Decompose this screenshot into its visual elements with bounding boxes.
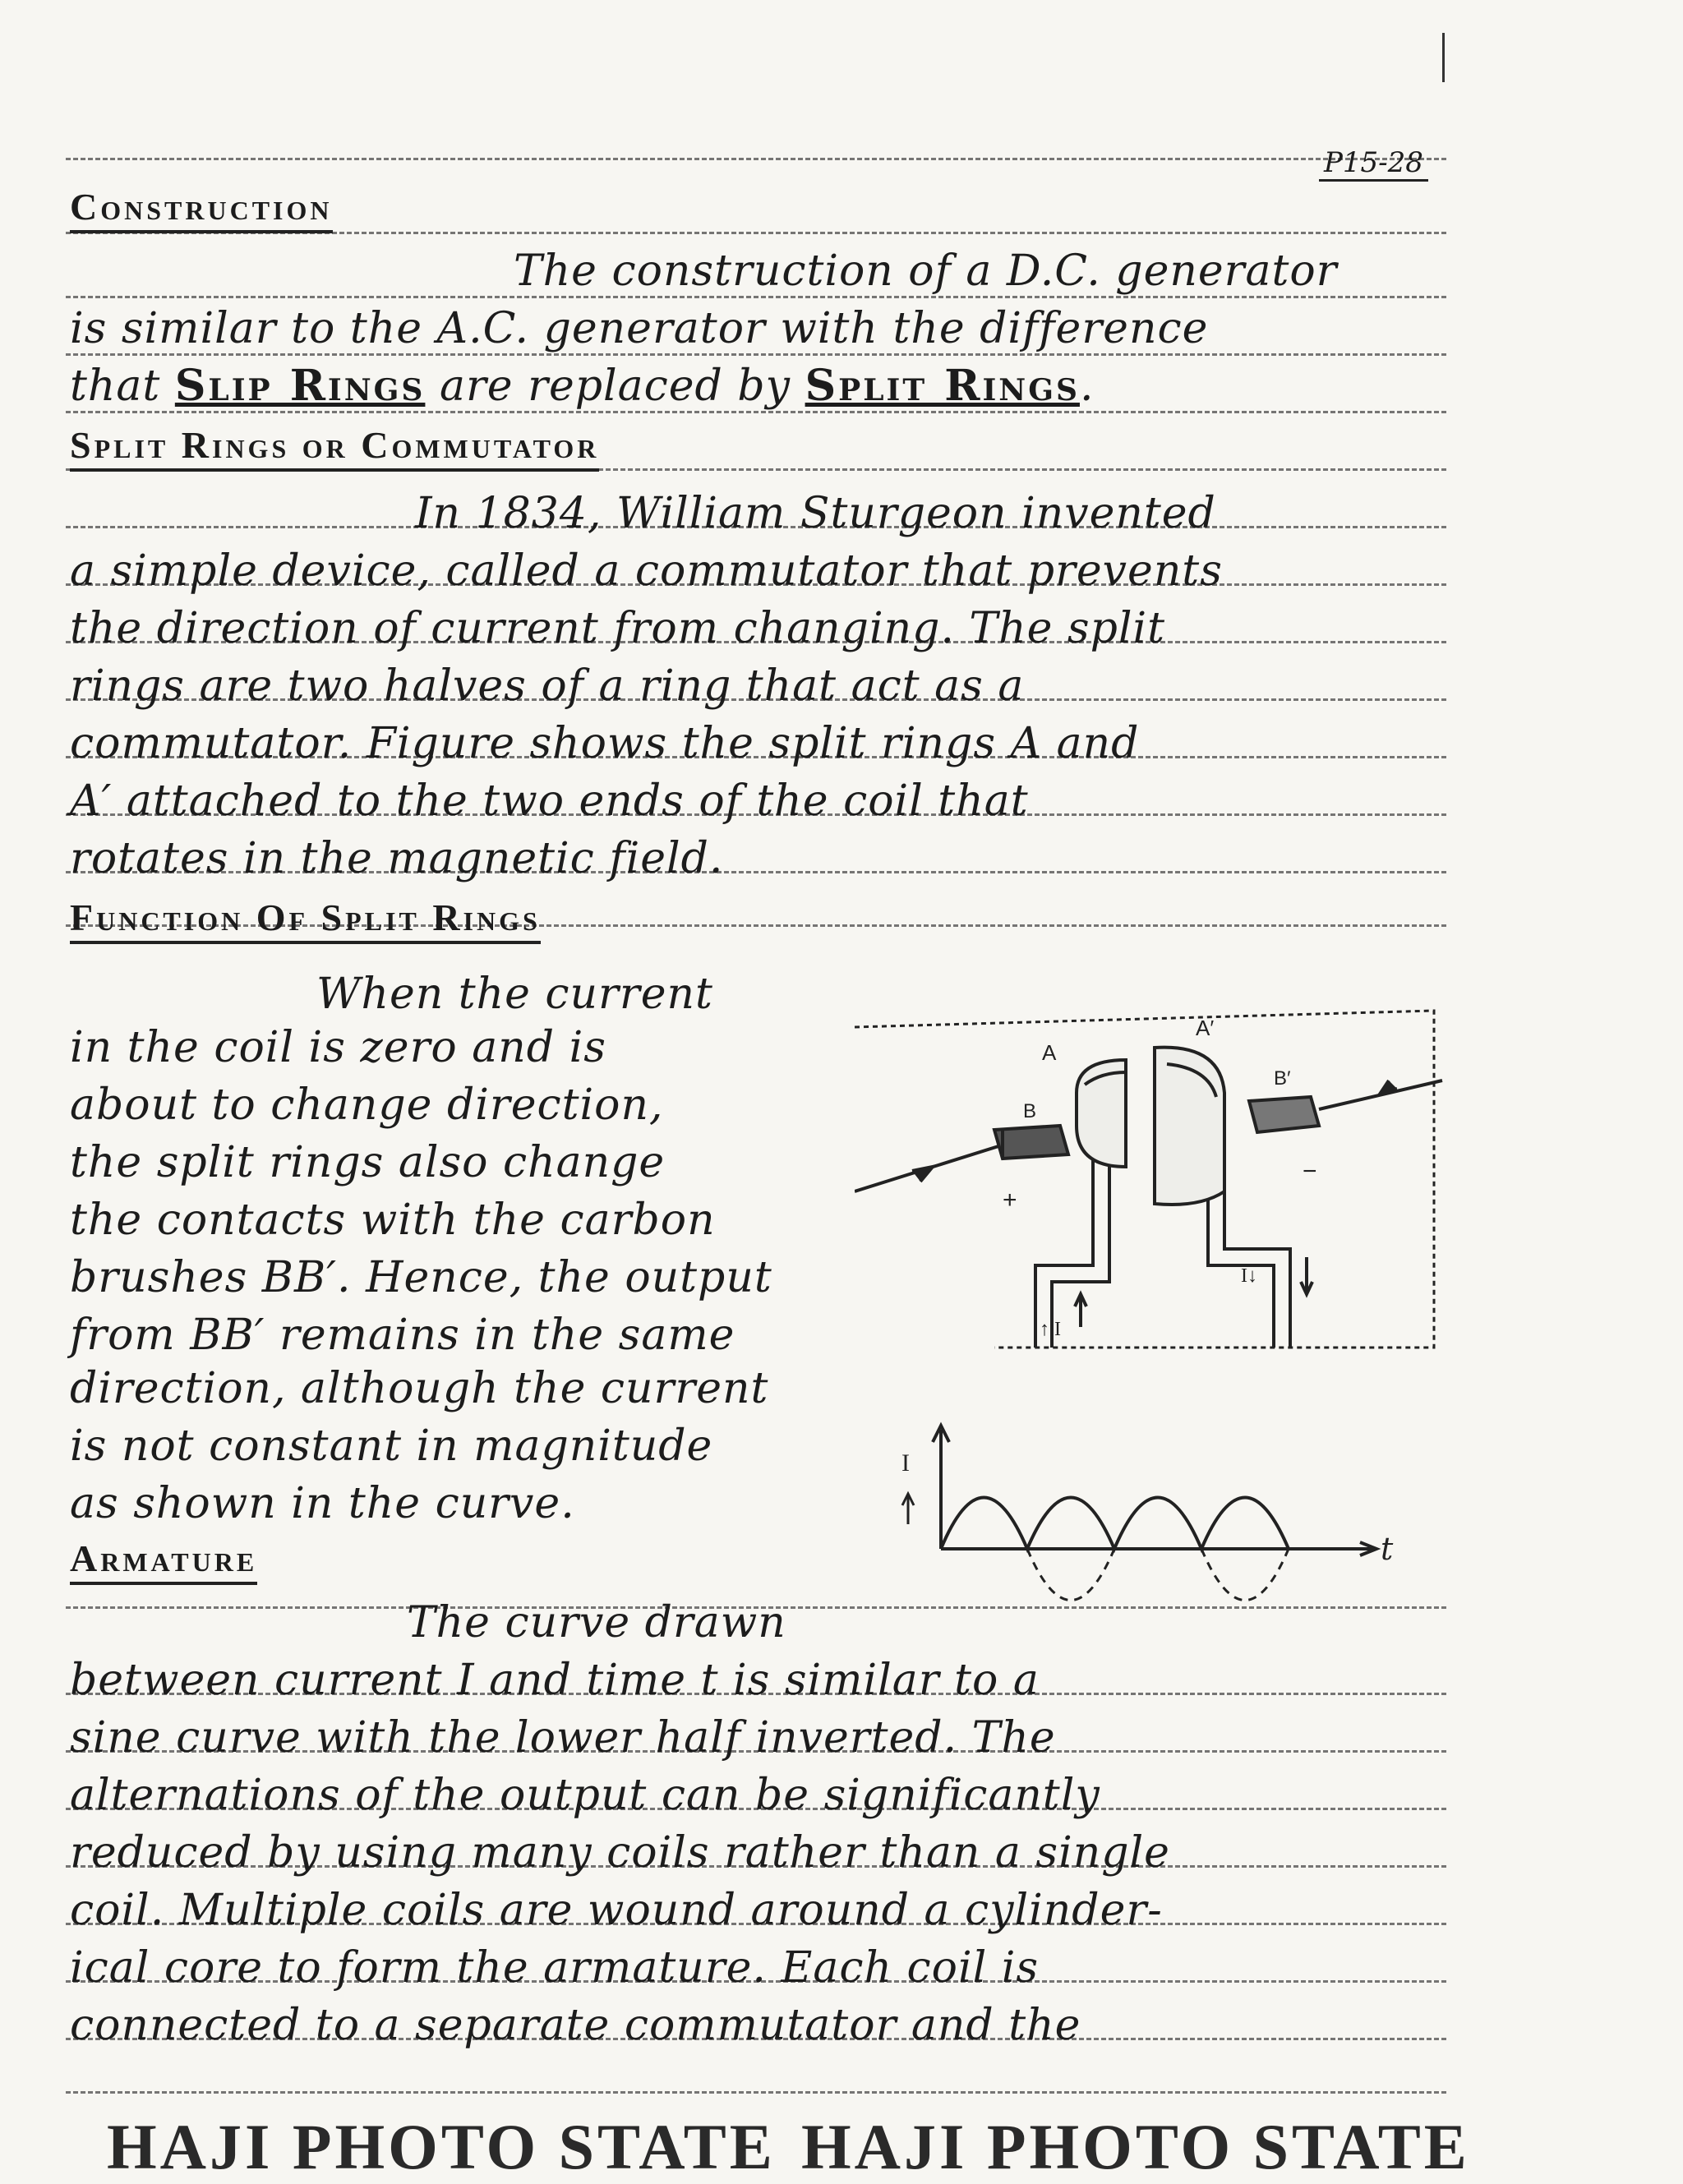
split-ring-figure xyxy=(855,1002,1446,1356)
text-line: between current I and time t is similar to a xyxy=(70,1656,1040,1705)
heading-split-rings: Split Rings or Commutator xyxy=(70,423,599,472)
text-line: A′ attached to the two ends of the coil that xyxy=(70,776,1029,826)
label-B-prime: B′ xyxy=(1274,1067,1291,1090)
graph-x-label: t xyxy=(1381,1531,1394,1567)
label-A-prime: A′ xyxy=(1196,1016,1215,1040)
label-minus: − xyxy=(1303,1158,1317,1185)
text-line: the direction of current from changing. The split xyxy=(70,604,1166,653)
label-A: A xyxy=(1042,1040,1057,1065)
text-line: as shown in the curve. xyxy=(70,1479,575,1528)
text-line: from BB′ remains in the same xyxy=(70,1311,735,1360)
text-line: coil. Multiple coils are wound around a cylinder- xyxy=(70,1886,1163,1935)
text-line: the split rings also change xyxy=(70,1138,666,1187)
text-line: is similar to the A.C. generator with the difference xyxy=(70,304,1209,353)
rectified-current-graph xyxy=(883,1413,1409,1619)
text-line: a simple device, called a commutator that prevents xyxy=(70,546,1223,596)
term-split-rings: Split Rings xyxy=(805,361,1080,411)
text-line: rotates in the magnetic field. xyxy=(70,834,724,883)
text-line: in the coil is zero and is xyxy=(70,1023,606,1072)
text-line: When the current xyxy=(316,970,713,1019)
heading-construction: Construction xyxy=(70,185,333,233)
text-line: about to change direction, xyxy=(70,1080,664,1130)
text-line: alternations of the output can be significantly xyxy=(70,1771,1100,1820)
graph-y-label: I xyxy=(901,1449,910,1477)
label-current-right: I↓ xyxy=(1241,1265,1257,1287)
text-line: the contacts with the carbon xyxy=(70,1196,716,1245)
text-line: ical core to form the armature. Each coil is xyxy=(70,1943,1040,1993)
text-line: sine curve with the lower half inverted. The xyxy=(70,1713,1056,1762)
ruled-line xyxy=(66,2091,1446,2094)
text-line: commutator. Figure shows the split rings A and xyxy=(70,719,1140,768)
heading-function-split-rings: Function Of Split Rings xyxy=(70,896,541,944)
label-current-left: ↑ I xyxy=(1040,1319,1061,1340)
footer-stamp-right: HAJI PHOTO STATE xyxy=(801,2111,1470,2182)
footer-stamp-left: HAJI PHOTO STATE xyxy=(107,2111,776,2182)
text-line: reduced by using many coils rather than a single xyxy=(70,1828,1170,1878)
margin-mark xyxy=(1442,33,1445,82)
text-line: direction, although the current xyxy=(70,1364,769,1413)
ruled-line xyxy=(66,411,1446,413)
label-plus: + xyxy=(1003,1186,1017,1214)
ruled-line xyxy=(66,296,1446,298)
text-line: connected to a separate commutator and the xyxy=(70,2001,1081,2050)
text-line: is not constant in magnitude xyxy=(70,1421,713,1471)
text-line: that Slip Rings are replaced by Split Rings. xyxy=(70,361,1095,411)
term-slip-rings: Slip Rings xyxy=(174,361,426,411)
label-B: B xyxy=(1023,1100,1037,1122)
heading-armature: Armature xyxy=(70,1537,257,1585)
page-number: P15-28 xyxy=(1319,146,1428,182)
text-line: The curve drawn xyxy=(407,1598,786,1647)
text-line: rings are two halves of a ring that act as a xyxy=(70,661,1025,711)
text-line: brushes BB′. Hence, the output xyxy=(70,1253,772,1302)
text-line: In 1834, William Sturgeon invented xyxy=(415,489,1216,538)
ruled-line xyxy=(66,353,1446,356)
ruled-line xyxy=(66,158,1446,160)
text-line: The construction of a D.C. generator xyxy=(514,247,1338,296)
